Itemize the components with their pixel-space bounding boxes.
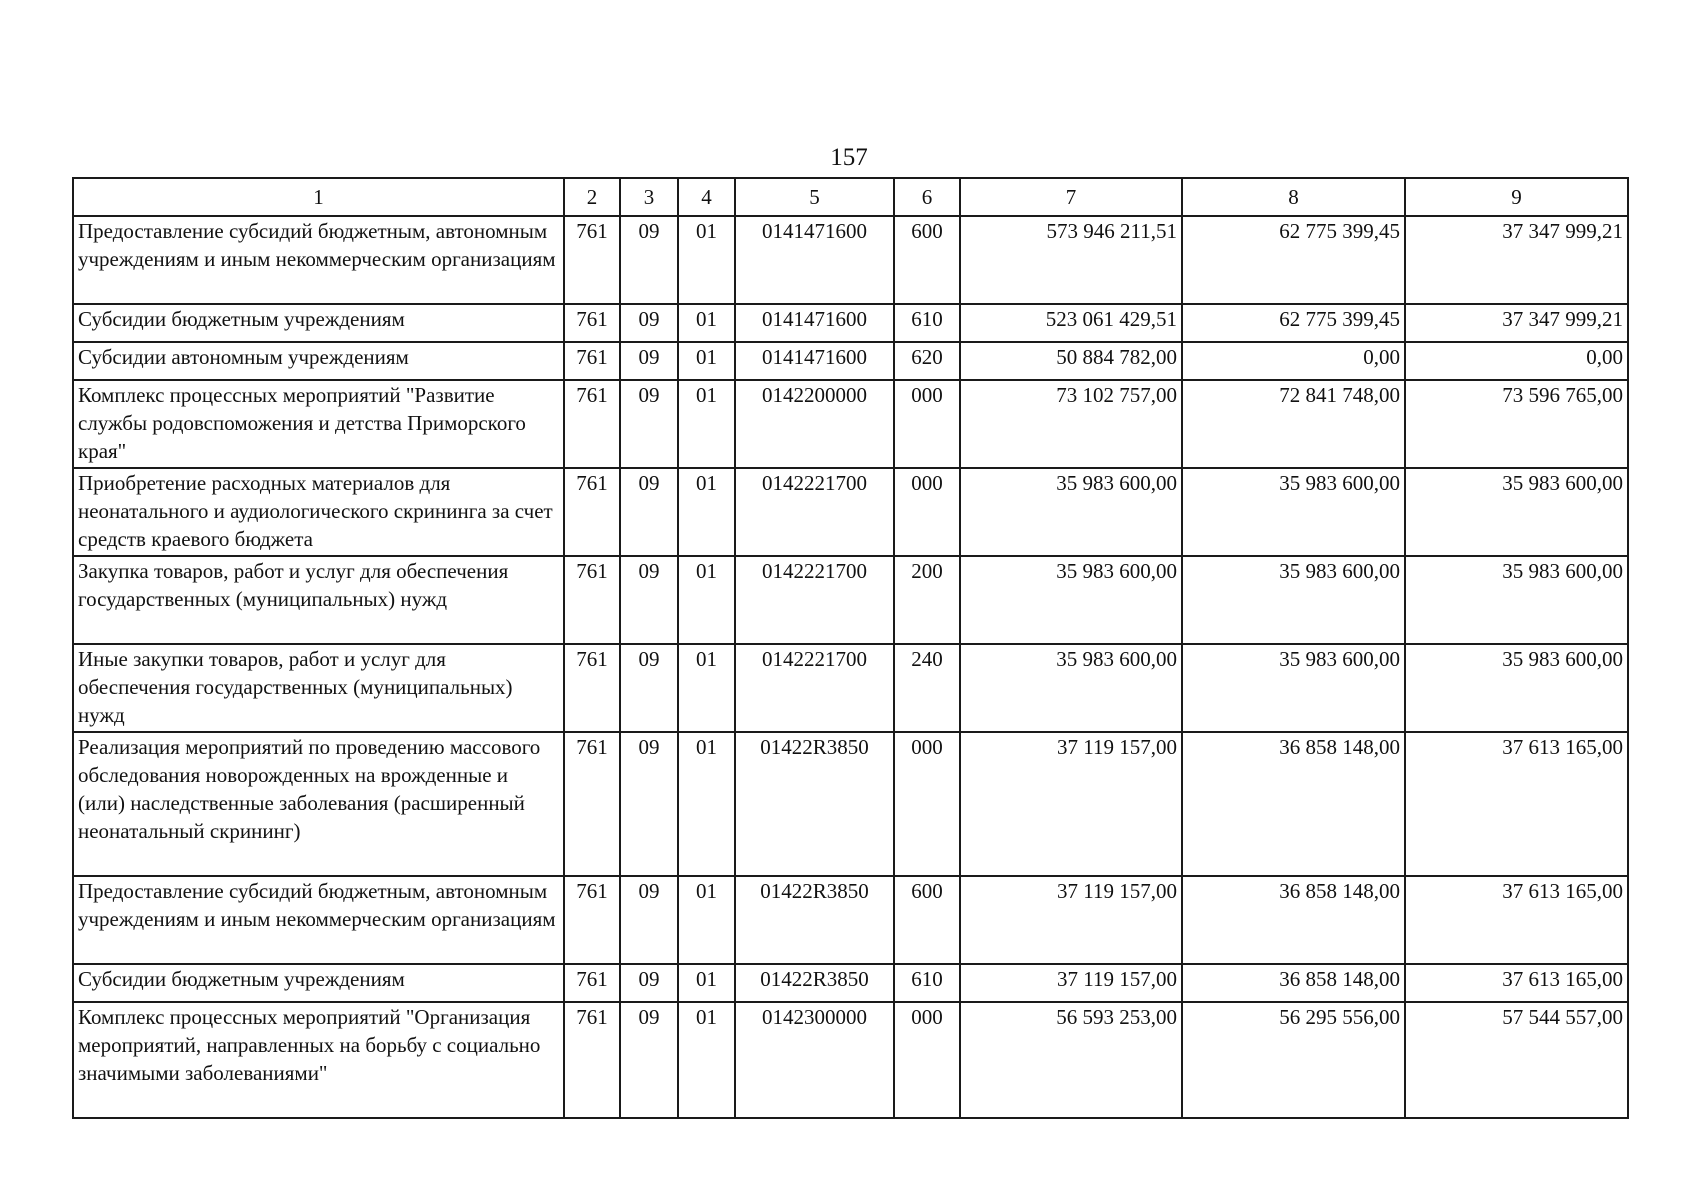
row-name: Субсидии бюджетным учреждениям [73,304,564,342]
cell-amount: 37 613 165,00 [1405,876,1628,964]
cell-amount: 35 983 600,00 [960,644,1182,732]
cell-amount: 523 061 429,51 [960,304,1182,342]
cell-amount: 56 295 556,00 [1182,1002,1405,1118]
cell-amount: 72 841 748,00 [1182,380,1405,468]
header-row [73,178,1628,216]
column-header: 1 [73,178,564,216]
cell-amount: 35 983 600,00 [1182,468,1405,556]
cell-code: 0142221700 [735,556,894,644]
row-name: Комплекс процессных мероприятий "Развитие службы родовспоможения и детства Приморского края" [73,380,564,468]
cell-code: 09 [620,304,678,342]
table-row [73,876,1628,964]
cell-code: 01 [678,304,735,342]
cell-code: 01 [678,342,735,380]
cell-code: 240 [894,644,960,732]
cell-code: 01422R3850 [735,876,894,964]
table-row [73,1002,1628,1118]
cell-amount: 50 884 782,00 [960,342,1182,380]
cell-amount: 36 858 148,00 [1182,732,1405,876]
cell-amount: 35 983 600,00 [1182,644,1405,732]
cell-code: 09 [620,644,678,732]
cell-amount: 62 775 399,45 [1182,216,1405,304]
cell-code: 761 [564,732,620,876]
cell-code: 01 [678,644,735,732]
cell-amount: 35 983 600,00 [1405,468,1628,556]
cell-amount: 35 983 600,00 [1405,644,1628,732]
column-header: 6 [894,178,960,216]
column-header: 3 [620,178,678,216]
cell-code: 0142221700 [735,468,894,556]
cell-amount: 73 102 757,00 [960,380,1182,468]
column-header: 2 [564,178,620,216]
cell-code: 0141471600 [735,304,894,342]
cell-code: 000 [894,1002,960,1118]
cell-amount: 35 983 600,00 [960,468,1182,556]
cell-code: 761 [564,1002,620,1118]
cell-code: 200 [894,556,960,644]
cell-amount: 37 347 999,21 [1405,216,1628,304]
table-row [73,342,1628,380]
cell-code: 01422R3850 [735,732,894,876]
cell-amount: 0,00 [1405,342,1628,380]
cell-amount: 35 983 600,00 [960,556,1182,644]
column-header: 7 [960,178,1182,216]
cell-amount: 37 613 165,00 [1405,964,1628,1002]
cell-code: 09 [620,876,678,964]
cell-amount: 56 593 253,00 [960,1002,1182,1118]
cell-code: 01 [678,380,735,468]
cell-code: 761 [564,964,620,1002]
cell-code: 09 [620,216,678,304]
cell-code: 01 [678,964,735,1002]
cell-amount: 37 119 157,00 [960,964,1182,1002]
cell-amount: 57 544 557,00 [1405,1002,1628,1118]
page-number: 157 [830,144,868,171]
table-row [73,216,1628,304]
cell-code: 09 [620,468,678,556]
cell-code: 620 [894,342,960,380]
table-row [73,964,1628,1002]
cell-code: 000 [894,732,960,876]
table-row [73,380,1628,468]
row-name: Реализация мероприятий по проведению массового обследования новорожденных на врожденные и (или) наследственные заболевания (расширенный неонатальный скрининг) [73,732,564,876]
table-row [73,732,1628,876]
cell-code: 01422R3850 [735,964,894,1002]
row-name: Комплекс процессных мероприятий "Организация мероприятий, направленных на борьбу с социально значимыми заболеваниями" [73,1002,564,1118]
cell-code: 01 [678,732,735,876]
cell-code: 09 [620,1002,678,1118]
cell-code: 761 [564,876,620,964]
row-name: Субсидии автономным учреждениям [73,342,564,380]
cell-amount: 37 347 999,21 [1405,304,1628,342]
cell-code: 761 [564,304,620,342]
cell-code: 761 [564,556,620,644]
row-name: Субсидии бюджетным учреждениям [73,964,564,1002]
table-row [73,468,1628,556]
cell-amount: 0,00 [1182,342,1405,380]
cell-code: 761 [564,342,620,380]
table-row [73,304,1628,342]
cell-amount: 37 613 165,00 [1405,732,1628,876]
cell-code: 09 [620,732,678,876]
table-row [73,556,1628,644]
cell-amount: 36 858 148,00 [1182,964,1405,1002]
cell-code: 01 [678,876,735,964]
cell-code: 761 [564,468,620,556]
cell-code: 761 [564,216,620,304]
cell-code: 0142221700 [735,644,894,732]
cell-amount: 36 858 148,00 [1182,876,1405,964]
cell-code: 09 [620,342,678,380]
cell-code: 01 [678,216,735,304]
row-name: Предоставление субсидий бюджетным, автономным учреждениям и иным некоммерческим организациям [73,876,564,964]
cell-code: 09 [620,556,678,644]
cell-code: 761 [564,380,620,468]
cell-code: 600 [894,876,960,964]
row-name: Предоставление субсидий бюджетным, автономным учреждениям и иным некоммерческим организациям [73,216,564,304]
cell-code: 0141471600 [735,342,894,380]
row-name: Приобретение расходных материалов для неонатального и аудиологического скрининга за счет средств краевого бюджета [73,468,564,556]
cell-code: 000 [894,380,960,468]
cell-code: 0141471600 [735,216,894,304]
cell-code: 610 [894,964,960,1002]
cell-amount: 35 983 600,00 [1182,556,1405,644]
cell-code: 09 [620,964,678,1002]
column-header: 4 [678,178,735,216]
cell-code: 01 [678,1002,735,1118]
table-row [73,644,1628,732]
row-name: Иные закупки товаров, работ и услуг для обеспечения государственных (муниципальных) нужд [73,644,564,732]
row-name: Закупка товаров, работ и услуг для обеспечения государственных (муниципальных) нужд [73,556,564,644]
column-header: 5 [735,178,894,216]
cell-amount: 573 946 211,51 [960,216,1182,304]
column-header: 9 [1405,178,1628,216]
column-header: 8 [1182,178,1405,216]
cell-code: 01 [678,468,735,556]
cell-code: 000 [894,468,960,556]
cell-code: 761 [564,644,620,732]
cell-code: 0142300000 [735,1002,894,1118]
cell-amount: 73 596 765,00 [1405,380,1628,468]
cell-code: 09 [620,380,678,468]
cell-code: 600 [894,216,960,304]
cell-code: 01 [678,556,735,644]
cell-amount: 35 983 600,00 [1405,556,1628,644]
cell-amount: 37 119 157,00 [960,732,1182,876]
cell-code: 610 [894,304,960,342]
budget-table [72,177,1629,1119]
cell-code: 0142200000 [735,380,894,468]
cell-amount: 37 119 157,00 [960,876,1182,964]
cell-amount: 62 775 399,45 [1182,304,1405,342]
